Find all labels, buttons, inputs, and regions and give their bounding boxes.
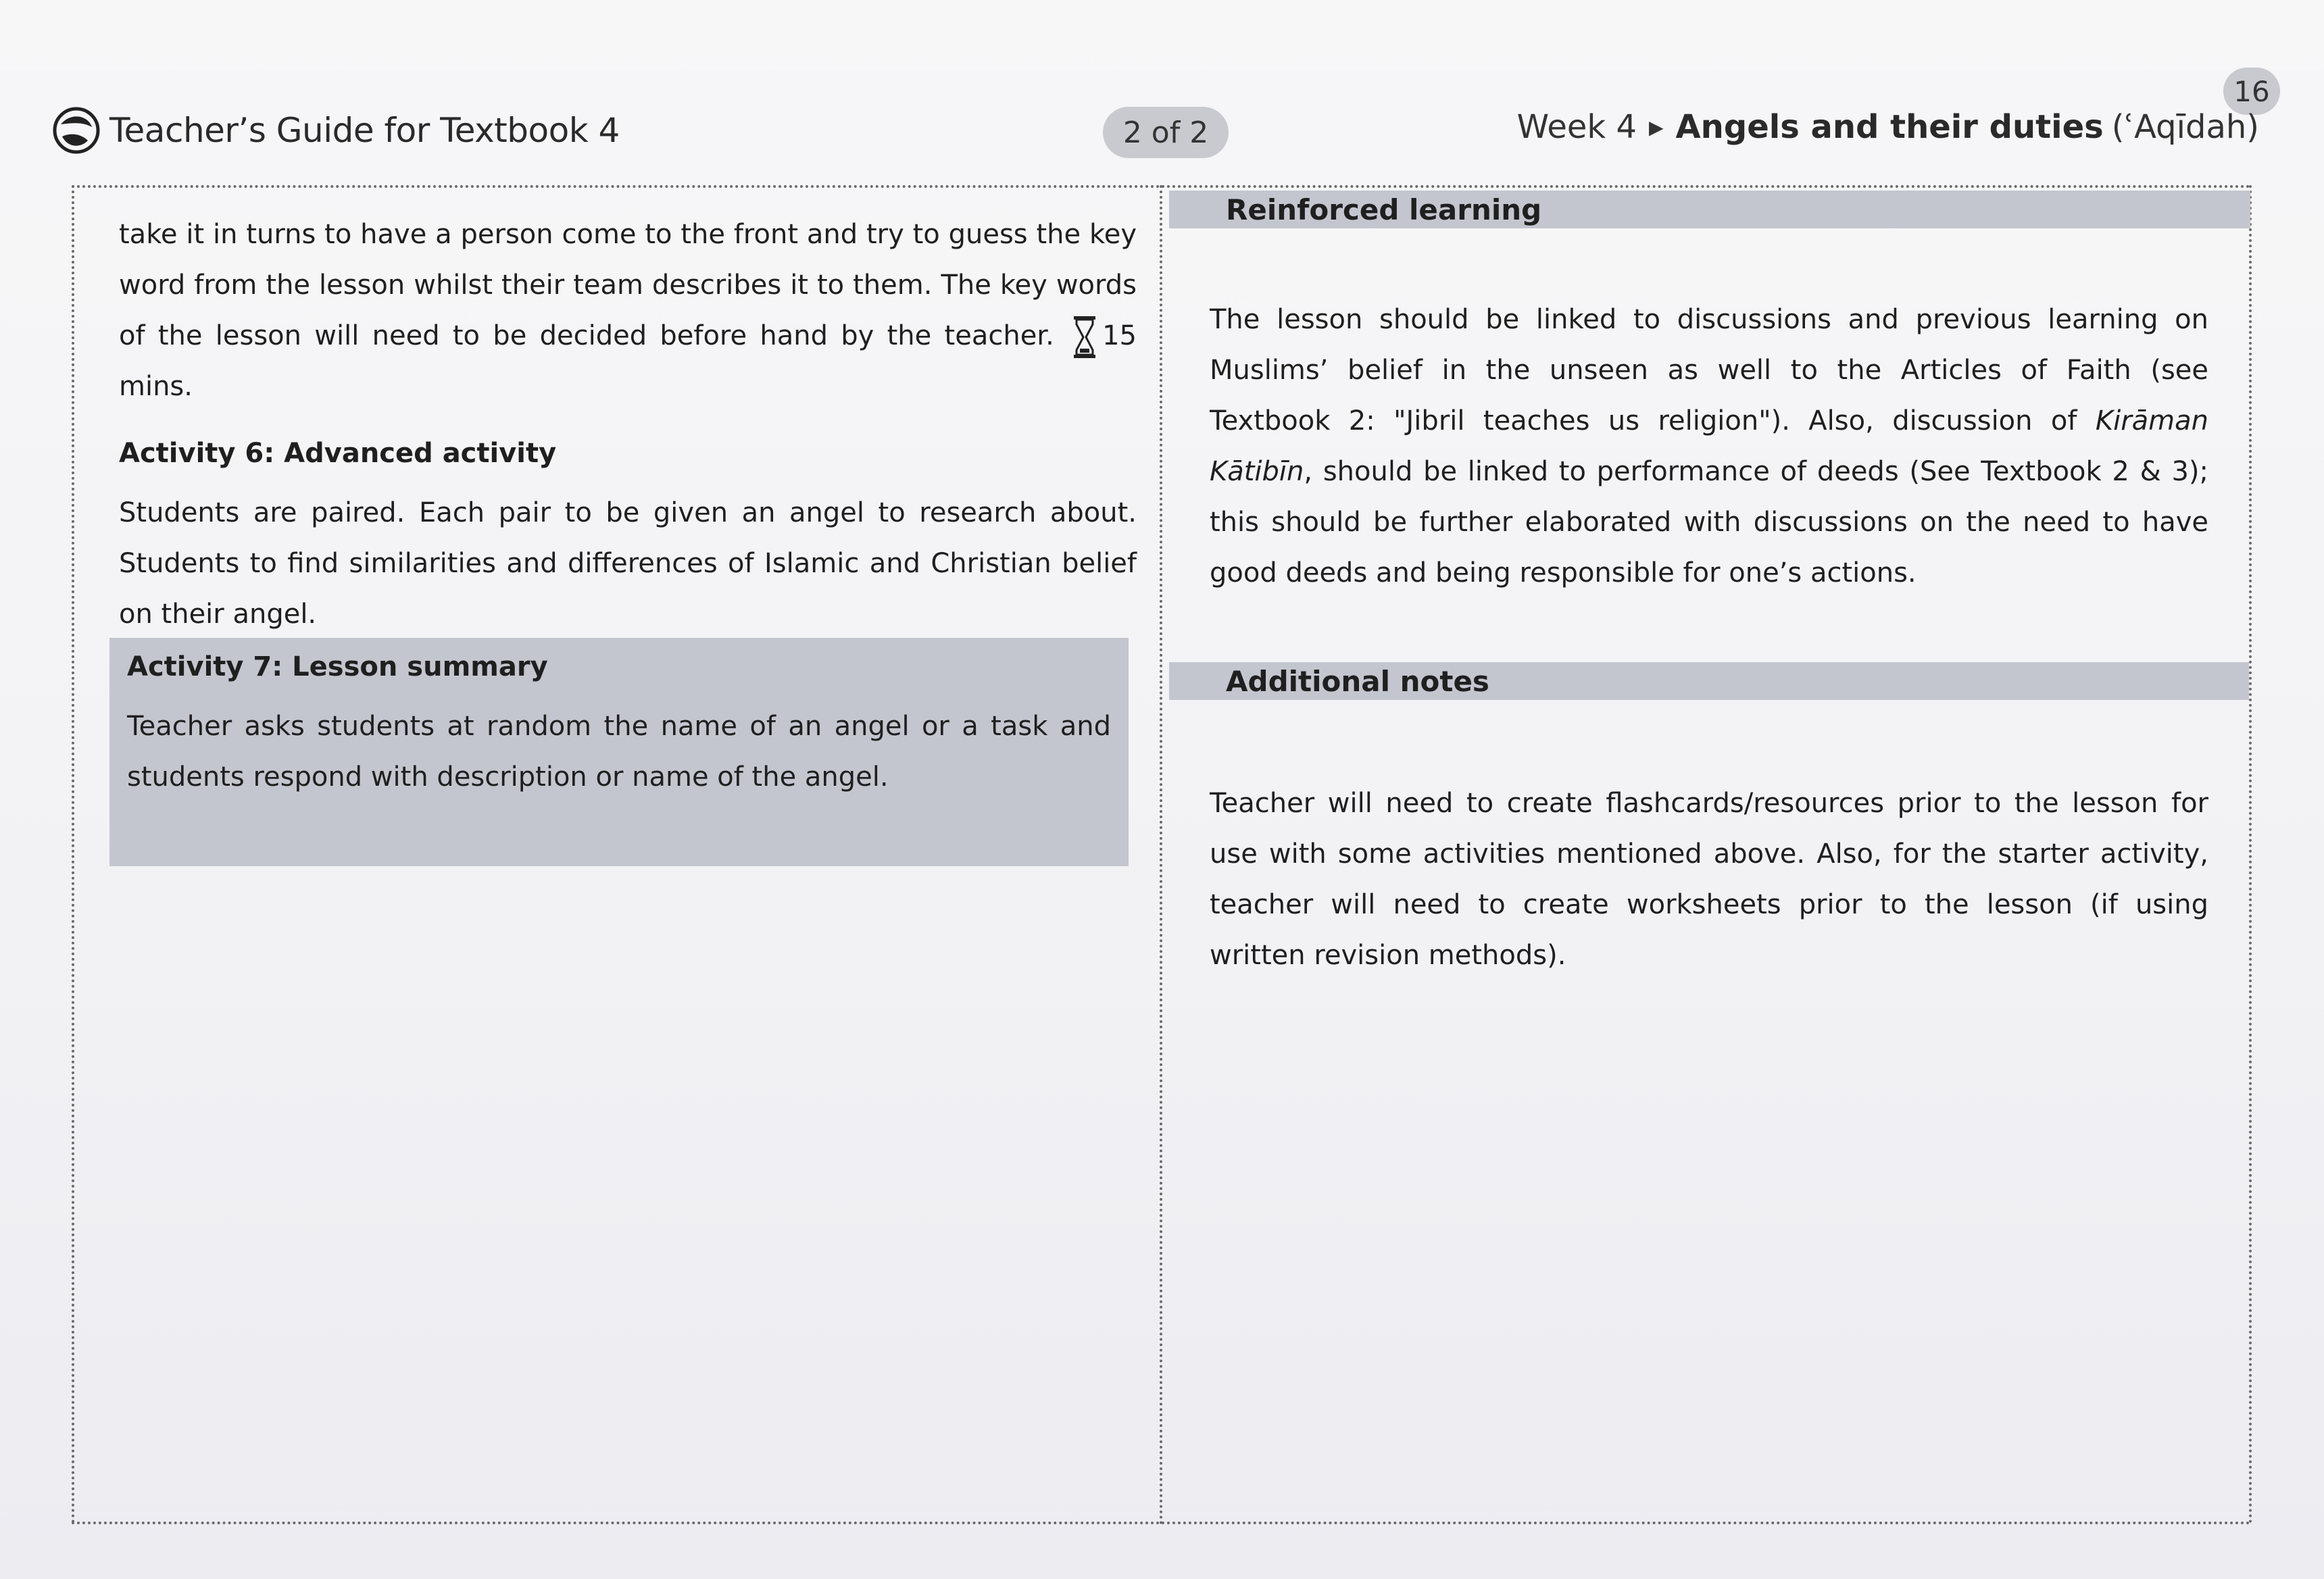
guide-title: Teacher’s Guide for Textbook 4	[109, 111, 620, 150]
additional-notes-heading: Additional notes	[1169, 662, 2249, 700]
lesson-header	[1517, 108, 2259, 146]
column-divider	[1160, 185, 1162, 1526]
reinforced-learning-text	[1210, 295, 2208, 599]
week-label: Week 4	[1516, 108, 1637, 146]
activity7-text: Teacher asks students at random the name of an angel or a task and students respond with description or name of the angel.	[127, 711, 1111, 793]
continued-activity-text	[119, 209, 1137, 412]
activity7-heading: Activity 7: Lesson summary	[127, 651, 548, 682]
reinforced-text-part2: , should be linked to performance of deeds (See Textbook 2 & 3); this should be further elaborated with discussions on the need to have good deeds and being responsible for one’s actions.	[1210, 456, 2208, 588]
additional-notes-text: Teacher will need to create flashcards/resources prior to the lesson for use with some activities mentioned above. Also, for the starter activity, teacher will need to create worksheets prior to the lesson (if using written revision methods).	[1210, 788, 2208, 971]
topic-title: Angels and their duties	[1675, 108, 2104, 146]
left-column	[119, 209, 1137, 640]
additional-notes-section	[1210, 778, 2208, 981]
reinforced-text-italic: Kirāman Kātibīn	[1210, 405, 2209, 487]
guide-header	[53, 100, 620, 161]
topic-subtitle: (ʿAqīdah)	[2111, 108, 2259, 146]
activity6-text: Students are paired. Each pair to be given an angel to research about. Students to find similarities and differences of Islamic and Christian belief on their angel.	[119, 497, 1137, 630]
page-pager-badge: 2 of 2	[1103, 107, 1229, 158]
triangle-right-icon: ▶	[1648, 116, 1664, 139]
activity7-box	[109, 638, 1129, 866]
reinforced-text-part1: The lesson should be linked to discussions and previous learning on Muslims’ belief in the unseen as well to the Articles of Faith (see Textbook 2: "Jibril teaches us religion"). Also, discussion of	[1210, 304, 2208, 436]
continued-text: take it in turns to have a person come to the front and try to guess the key word from the lesson whilst their team describes it to them. The key words of the lesson will need to be decided before hand by the teacher.	[119, 219, 1137, 351]
page-number-badge: 16	[2223, 68, 2280, 115]
reinforced-learning-heading: Reinforced learning	[1169, 191, 2250, 228]
publisher-logo-icon	[53, 107, 100, 154]
reinforced-learning-section	[1210, 295, 2208, 599]
activity6-heading: Activity 6: Advanced activity	[119, 438, 557, 469]
hourglass-icon	[1071, 315, 1098, 359]
continued-time: 15 mins.	[119, 320, 1137, 402]
